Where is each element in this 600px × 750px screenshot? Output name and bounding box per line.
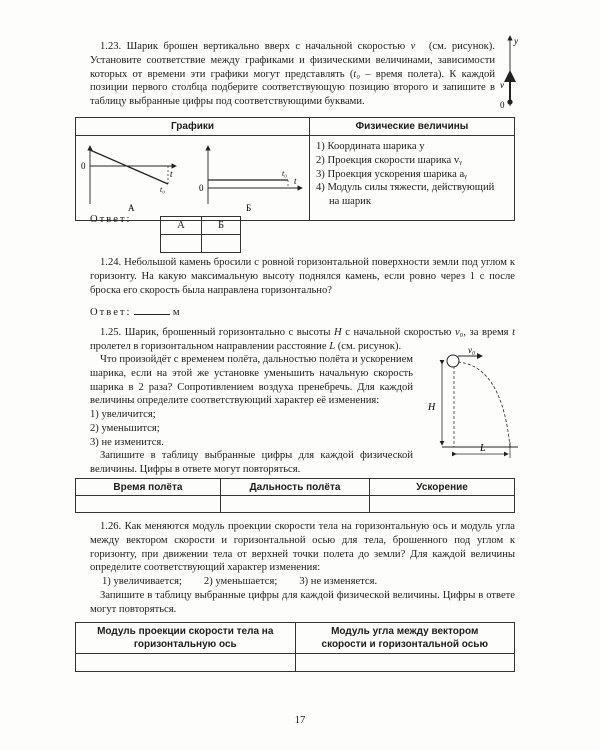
table-1-23 (75, 117, 515, 221)
header-flight-time: Время полёта (76, 479, 221, 496)
option-1-26-3: 3) не изменяется. (299, 576, 378, 588)
answer-cell-b[interactable] (202, 235, 241, 253)
quantities-cell (310, 136, 515, 221)
answer-cell-flight-time[interactable] (76, 496, 221, 513)
graph-b-zero: 0 (199, 183, 204, 193)
v0-label: v₀ (468, 345, 476, 355)
problem-1-25-question: Что произойдёт с временем полёта, дальностью полёта и ускорением шарика, если на этой же установке уменьшить начальную скорость шарика в 2 раза? Сопротивлением воздуха пренебречь. Для каждой величины определите соответствующий характер её изменения: (90, 354, 413, 407)
answer-label-1-23: Ответ: (90, 214, 132, 225)
header-acceleration: Ускорение (370, 479, 515, 496)
answer-row-1-24 (90, 305, 180, 320)
graphs-svg (76, 136, 308, 220)
header-angle: Модуль угла между вектором скорости и горизонтальной осью (295, 623, 515, 654)
answer-blank-1-24[interactable] (134, 305, 170, 315)
quantity-item-4: 4) Модуль силы тяжести, действующий (316, 182, 495, 194)
problem-1-23-text: 1.23. Шарик брошен вертикально вверх с начальной скоростью v⃗ (см. рисунок). Установите соответствие между графиками и физическими величинами, зависимости которых от времени эти графики могут представлять (t₀ – время полета). К каждой позиции первого столбца подберите соответствующую позицию второго и запишите в таблицу выбранные цифры под соответствующими буквами. (90, 41, 495, 108)
answer-col-b: Б (202, 217, 241, 235)
problem-1-23 (90, 40, 495, 109)
quantity-item-2: 2) Проекция скорости шарика vᵧ (316, 154, 462, 166)
answer-unit-1-24: м (172, 307, 180, 318)
quantity-item-1: 1) Координата шарика y (316, 141, 425, 152)
problem-1-25-intro-text: 1.25. Шарик, брошенный горизонтально с высоты H с начальной скоростью v₀, за время t пролетел в горизонтальном направлении расстояние L (см. рисунок). (90, 327, 516, 352)
graph-b-letter: Б (246, 203, 252, 213)
answer-table-1-23[interactable] (160, 216, 241, 253)
answer-cell-flight-range[interactable] (220, 496, 369, 513)
graph-a-zero: 0 (81, 161, 86, 171)
l-label: L (480, 443, 486, 454)
header-speed-projection: Модуль проекции скорости тела на горизонтальную ось (76, 623, 296, 654)
answer-col-a: А (161, 217, 202, 235)
horizontal-throw-figure (420, 344, 520, 464)
h-label: H (428, 402, 436, 413)
problem-1-25-body (90, 353, 413, 477)
graph-b-t: t (294, 176, 297, 186)
option-1-25-3: 3) не изменится. (90, 436, 164, 448)
table-1-26 (75, 622, 515, 672)
y-axis-label: y (514, 36, 518, 46)
graph-a-letter: А (128, 203, 135, 213)
graph-b (199, 146, 302, 213)
trajectory (458, 362, 510, 447)
option-1-26-2: 2) уменьшается; (203, 576, 278, 588)
problem-1-24 (90, 256, 515, 297)
graph-a-line (90, 150, 168, 184)
quantity-item-4-cont: на шарик (329, 196, 371, 208)
answer-cell-acceleration[interactable] (370, 496, 515, 513)
page-number: 17 (294, 715, 306, 726)
problem-1-26-text: 1.26. Как меняются модуль проекции скорости тела на горизонтальную ось и модуль угла между вектором скорости и горизонтальной осью для тела, брошенного под углом к горизонту, при движении тела от верхней точки полета до земли? Для каждой величины определите соответствующий характер изменения: (90, 521, 515, 574)
quantity-item-3: 3) Проекция ускорения шарика aᵧ (316, 168, 467, 180)
problem-1-25-instruction: Запишите в таблицу выбранные цифры для каждой физической величины. Цифры в ответе могут повторяться. (90, 450, 413, 476)
answer-label-1-24: Ответ: (90, 307, 132, 318)
option-1-26-1: 1) увеличивается; (102, 576, 182, 588)
graph-a-t0: t₀ (160, 185, 166, 194)
answer-cell-speed-projection[interactable] (76, 654, 296, 672)
graph-a (81, 146, 176, 213)
answer-cell-angle[interactable] (295, 654, 515, 672)
option-1-25-1: 1) увеличится; (90, 409, 156, 421)
header-graphs: Графики (76, 118, 310, 136)
header-quantities: Физические величины (310, 118, 515, 136)
problem-1-26-instruction: Запишите в таблицу выбранные цифры для каждой физической величины. Цифры в ответе могут повторяться. (90, 589, 515, 615)
table-1-25 (75, 478, 515, 513)
option-1-25-2: 2) уменьшится; (90, 422, 160, 434)
vertical-launch-figure (500, 32, 530, 112)
options-1-26 (90, 575, 515, 589)
graphs-cell (76, 136, 310, 221)
answer-cell-a[interactable] (161, 235, 202, 253)
origin-label: 0 (500, 100, 505, 110)
ball-horizontal (447, 355, 459, 367)
velocity-label: v⃗ (500, 80, 511, 90)
problem-1-24-text: 1.24. Небольшой камень бросили с ровной горизонтальной поверхности земли под углом к горизонту. На какую максимальную высоту поднялся камень, если ровно через 1 с после броска его скорость была направлена горизонтально? (90, 257, 515, 296)
graph-b-t0: t₀ (282, 169, 288, 178)
problem-1-26 (90, 520, 515, 616)
graph-a-t: t (170, 169, 173, 179)
ball (507, 99, 512, 104)
header-flight-range: Дальность полёта (220, 479, 369, 496)
